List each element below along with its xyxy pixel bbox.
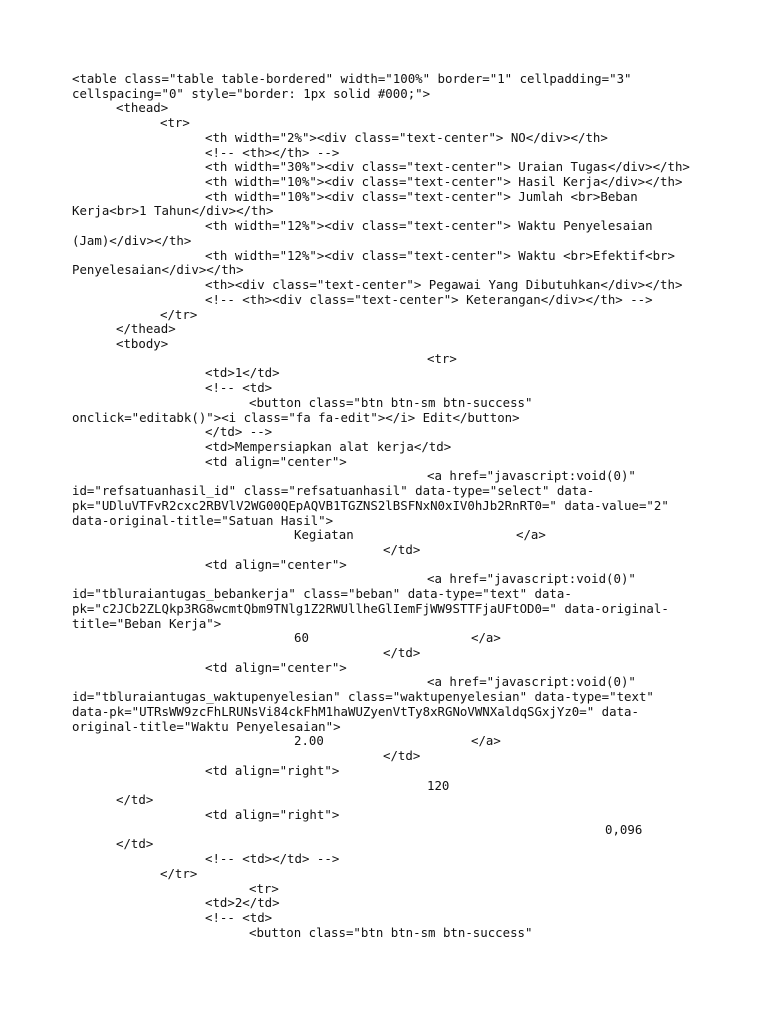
- code-listing: [0, 72, 768, 940]
- code-text: <a href="javascript:void(0)": [427, 468, 636, 484]
- code-line: [0, 631, 768, 646]
- code-text: <button class="btn btn-sm btn-success": [249, 394, 533, 410]
- code-line: [0, 469, 768, 484]
- code-text: <th width="30%"><div class="text-center"> Uraian Tugas</div></th>: [205, 159, 690, 175]
- code-line: [0, 440, 768, 455]
- code-line: [0, 204, 768, 219]
- code-line: [0, 793, 768, 808]
- code-line: [0, 101, 768, 116]
- code-line: [0, 381, 768, 396]
- code-text: <td>1</td>: [205, 365, 280, 381]
- code-text: 2.00: [294, 733, 324, 749]
- code-text: pk="c2JCb2ZLQkp3RG8wcmtQbm9TNlg1Z2RWUllheGlIemFjWW9STTFjaUFtOD0=" data-original-: [72, 600, 669, 616]
- code-line: [0, 455, 768, 470]
- code-text: </td> -->: [205, 424, 273, 440]
- code-line: [0, 278, 768, 293]
- code-text: id="tbluraiantugas_bebankerja" class="beban" data-type="text" data-: [72, 586, 572, 602]
- code-text: </thead>: [116, 321, 176, 337]
- code-line: [0, 837, 768, 852]
- code-text: <!-- <th></th> -->: [205, 144, 340, 160]
- code-line: [0, 675, 768, 690]
- code-text: </tr>: [160, 865, 198, 881]
- code-text: id="refsatuanhasil_id" class="refsatuanhasil" data-type="select" data-: [72, 483, 595, 499]
- code-line: [0, 263, 768, 278]
- code-text: <tr>: [160, 115, 190, 131]
- code-line: [0, 322, 768, 337]
- code-line: [0, 514, 768, 529]
- code-text: </tr>: [160, 306, 198, 322]
- code-line: [0, 175, 768, 190]
- code-line: [0, 190, 768, 205]
- code-text: (Jam)</div></th>: [72, 232, 192, 248]
- code-text: <!-- <td>: [205, 380, 273, 396]
- code-text: onclick="editabk()"><i class="fa fa-edit"></i> Edit</button>: [72, 409, 520, 425]
- code-text: 0,096: [605, 821, 643, 837]
- code-line: [0, 543, 768, 558]
- code-line: [0, 911, 768, 926]
- code-text: <th width="12%"><div class="text-center"> Waktu Penyelesaian: [205, 218, 653, 234]
- code-line: [0, 116, 768, 131]
- code-text: </a>: [471, 630, 501, 646]
- code-line: [0, 366, 768, 381]
- code-text: Kegiatan: [294, 527, 354, 543]
- code-line: [0, 896, 768, 911]
- code-text: </td>: [383, 542, 421, 557]
- code-text: <td align="center">: [205, 659, 347, 675]
- code-text: id="tbluraiantugas_waktupenyelesian" class="waktupenyelesian" data-type="text": [72, 689, 654, 705]
- code-text: <tr>: [249, 880, 279, 896]
- code-line: [0, 926, 768, 941]
- code-text: data-pk="UTRsWW9zcFhLRUNsVi84ckFhM1haWUZyenVtTy8xRGNoVWNXaldqSGxjYz0=" data-: [72, 703, 639, 719]
- code-text: <td align="right">: [205, 762, 340, 778]
- code-text: </a>: [471, 733, 501, 749]
- code-line: [0, 249, 768, 264]
- code-line: [0, 646, 768, 661]
- code-text: <!-- <th><div class="text-center"> Keterangan</div></th> -->: [205, 291, 653, 307]
- code-line: [0, 234, 768, 249]
- code-line: [0, 661, 768, 676]
- code-line: [0, 602, 768, 617]
- code-line: [0, 690, 768, 705]
- code-line: [0, 572, 768, 587]
- code-text: <th width="10%"><div class="text-center"> Jumlah <br>Beban: [205, 188, 638, 204]
- code-line: [0, 734, 768, 749]
- code-text: <!-- <td></td> -->: [205, 851, 340, 867]
- code-text: original-title="Waktu Penyelesaian">: [72, 718, 341, 734]
- code-line: [0, 779, 768, 794]
- code-line: [0, 146, 768, 161]
- code-text: <td>2</td>: [205, 895, 280, 911]
- code-text: pk="UDluVTFvR2cxc2RBVlV2WG00QEpAQVB1TGZNS2lBSFNxN0xIV0hJb2RnRT0=" data-value="2": [72, 497, 669, 513]
- code-text: <td align="right">: [205, 806, 340, 822]
- code-line: [0, 425, 768, 440]
- code-text: </a>: [516, 527, 546, 543]
- code-line: [0, 558, 768, 573]
- code-text: 120: [427, 777, 450, 793]
- code-text: <tbody>: [116, 335, 169, 351]
- code-text: Kerja<br>1 Tahun</div></th>: [72, 203, 274, 219]
- code-line: [0, 484, 768, 499]
- code-line: [0, 587, 768, 602]
- code-line: [0, 882, 768, 897]
- code-line: [0, 87, 768, 102]
- code-text: <table class="table table-bordered" width="100%" border="1" cellpadding="3": [72, 71, 632, 86]
- code-text: <button class="btn btn-sm btn-success": [249, 924, 533, 940]
- code-text: </td>: [383, 748, 421, 764]
- code-line: [0, 396, 768, 411]
- code-line: [0, 808, 768, 823]
- code-text: <td align="center">: [205, 556, 347, 572]
- code-text: <tr>: [427, 350, 457, 366]
- code-text: <!-- <td>: [205, 909, 273, 925]
- code-text: data-original-title="Satuan Hasil">: [72, 512, 334, 528]
- code-text: cellspacing="0" style="border: 1px solid #000;">: [72, 85, 431, 101]
- code-line: [0, 764, 768, 779]
- code-text: <th width="2%"><div class="text-center"> NO</div></th>: [205, 129, 608, 145]
- code-line: [0, 337, 768, 352]
- code-text: </td>: [383, 645, 421, 661]
- code-line: [0, 617, 768, 632]
- code-text: <th><div class="text-center"> Pegawai Yang Dibutuhkan</div></th>: [205, 277, 683, 293]
- code-line: [0, 219, 768, 234]
- code-line: [0, 867, 768, 882]
- code-line: [0, 72, 768, 87]
- code-text: <thead>: [116, 100, 169, 116]
- code-line: [0, 749, 768, 764]
- code-line: [0, 499, 768, 514]
- code-text: </td>: [116, 836, 154, 852]
- code-text: Penyelesaian</div></th>: [72, 262, 244, 278]
- code-line: [0, 131, 768, 146]
- code-text: <a href="javascript:void(0)": [427, 674, 636, 690]
- code-line: [0, 823, 768, 838]
- code-line: [0, 352, 768, 367]
- code-text: title="Beban Kerja">: [72, 615, 222, 631]
- code-line: [0, 308, 768, 323]
- code-text: <th width="12%"><div class="text-center"> Waktu <br>Efektif<br>: [205, 247, 675, 263]
- code-text: </td>: [116, 792, 154, 808]
- code-line: [0, 293, 768, 308]
- code-text: 60: [294, 630, 309, 646]
- code-text: <td>Mempersiapkan alat kerja</td>: [205, 438, 452, 454]
- code-text: <th width="10%"><div class="text-center"> Hasil Kerja</div></th>: [205, 174, 683, 190]
- code-line: [0, 160, 768, 175]
- code-line: [0, 720, 768, 735]
- code-text: <td align="center">: [205, 453, 347, 469]
- code-text: <a href="javascript:void(0)": [427, 571, 636, 587]
- code-line: [0, 852, 768, 867]
- code-line: [0, 705, 768, 720]
- code-line: [0, 528, 768, 543]
- code-line: [0, 411, 768, 426]
